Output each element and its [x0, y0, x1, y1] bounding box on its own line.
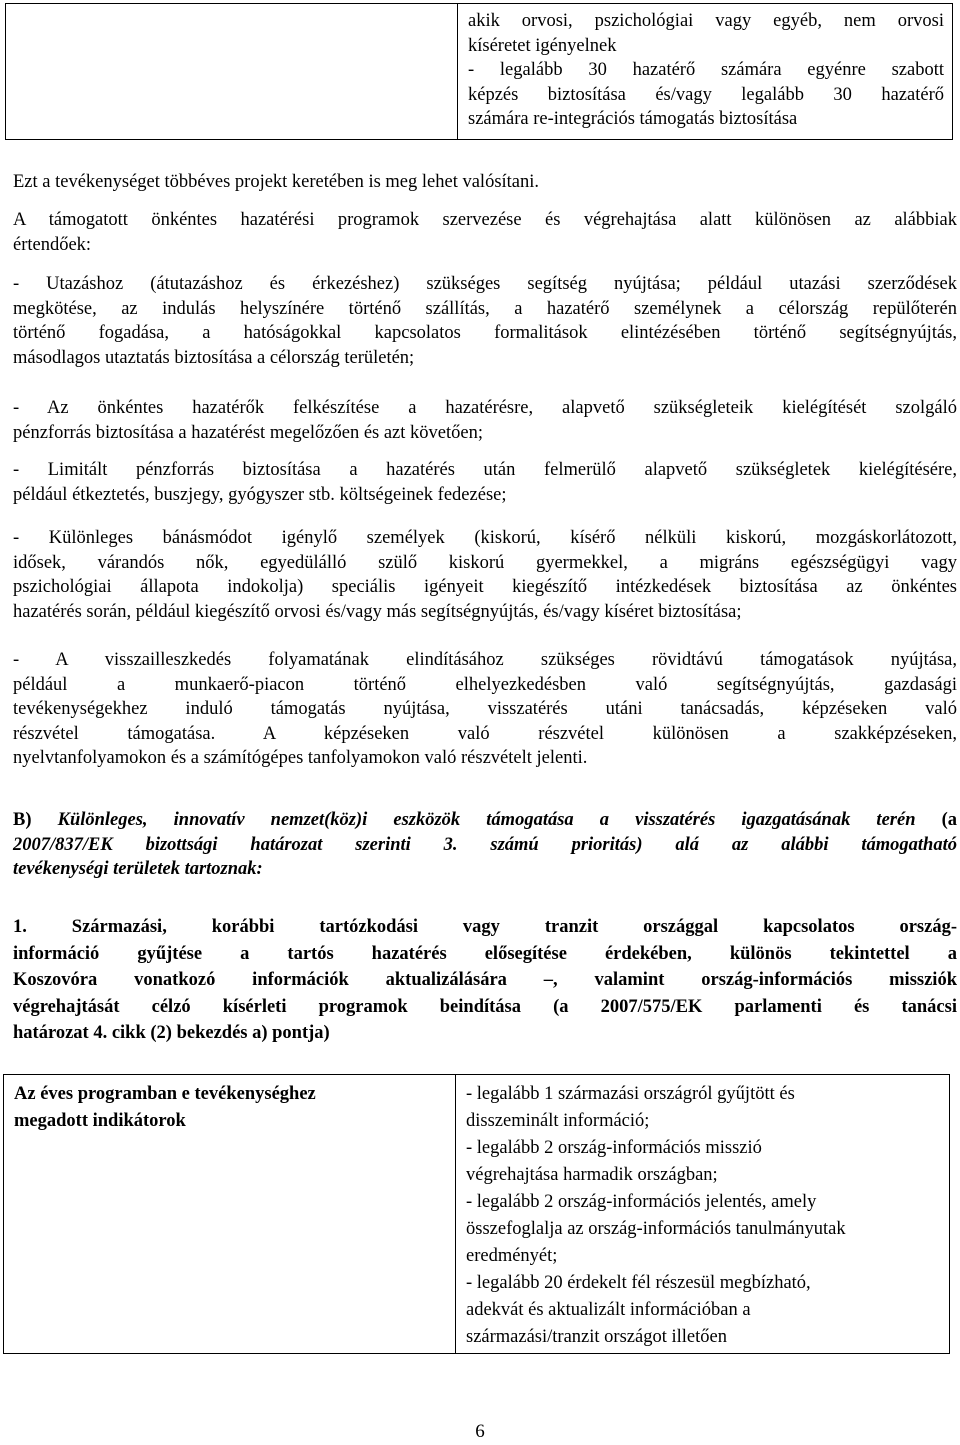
indicator-value-line: végrehajtása harmadik országban; — [466, 1165, 718, 1185]
paragraph-line: idősek, várandós nők, egyedülálló szülő kiskorú gyermekkel, a migráns egészségügyi vagy — [13, 552, 957, 573]
bullet-reintegration — [13, 648, 957, 771]
indicator-value-line: - legalább 2 ország-információs misszió — [466, 1138, 762, 1158]
multiyear-note: Ezt a tevékenységet többéves projekt keretében is meg lehet valósítani. — [13, 172, 540, 192]
paragraph-line: - Limitált pénzforrás biztosítása a hazatérés után felmerülő alapvető szükségletek kielégítésére, — [13, 460, 957, 480]
indicator-label-line: megadott indikátorok — [14, 1111, 186, 1131]
bullet-preparation — [13, 396, 957, 445]
paragraph-line: nyelvtanfolyamokon és a számítógépes tanfolyamokon való részvételt jelenti. — [13, 748, 588, 768]
table-divider — [455, 1075, 456, 1353]
paragraph-line: A támogatott önkéntes hazatérési programok szervezése és végrehajtása alatt különösen az alábbiak — [13, 210, 957, 230]
paragraph-line: határozat 4. cikk (2) bekezdés a) pontja) — [13, 1023, 330, 1043]
top-table-right-cell — [468, 9, 944, 132]
section-b-line-2: 2007/837/EK bizottsági határozat szerinti 3. számú prioritás) alá az alábbi támogatható — [13, 834, 957, 855]
bullet-travel-assistance — [13, 272, 957, 370]
indicator-value-line: - legalább 1 származási országról gyűjtött és — [466, 1084, 795, 1104]
indicator-table — [3, 1074, 950, 1354]
bullet-special-treatment — [13, 526, 957, 624]
paragraph-line: értendőek: — [13, 234, 92, 255]
paragraph-line: részvétel támogatása. A képzéseken való részvétel különösen a szakképzéseken, — [13, 723, 957, 744]
page-number: 6 — [475, 1421, 485, 1442]
bullet-limited-funds — [13, 458, 957, 507]
paragraph-line: - Az önkéntes hazatérők felkészítése a hazatérésre, alapvető szükségleteik kielégítését szolgáló — [13, 398, 957, 418]
paragraph-line: Koszovóra vonatkozó információk aktualizálására –, valamint ország-információs missziók — [13, 970, 957, 990]
paragraph-line: - Különleges bánásmódot igénylő személyek (kiskorú, kísérő nélküli kiskorú, mozgáskorlátozott, — [13, 528, 957, 548]
indicator-label-cell — [14, 1081, 434, 1135]
paragraph-line: 1. Származási, korábbi tartózkodási vagy tranzit országgal kapcsolatos ország- — [13, 917, 957, 937]
indicator-value-line: disszeminált információ; — [466, 1111, 650, 1131]
paragraph-line: például étkeztetés, buszjegy, gyógyszer stb. költségeinek fedezése; — [13, 484, 507, 505]
paragraph-line: végrehajtását célzó kísérleti programok beindítása (a 2007/575/EK parlamenti és tanácsi — [13, 996, 957, 1017]
indicator-value-line: összefoglalja az ország-információs tanulmányutak — [466, 1219, 846, 1239]
paragraph-line: hazatérés során, például kiegészítő orvosi és/vagy más segítségnyújtás, és/vagy kíséret biztosítása; — [13, 601, 742, 622]
point-1-heading — [13, 914, 957, 1047]
indicator-value-line: adekvát és aktualizált információban a — [466, 1300, 751, 1320]
table-cell-line: akik orvosi, pszichológiai vagy egyéb, nem orvosi — [468, 11, 944, 31]
paragraph-line: - Utazáshoz (átutazáshoz és érkezéshez) szükséges segítség nyújtása; például utazási szerződések — [13, 274, 957, 294]
section-b-line-3: tevékenységi területek tartoznak: — [13, 859, 263, 879]
paragraph-line: megkötése, az indulás helyszínére történő szállítás, a hazatérő személynek a célország repülőterén — [13, 298, 957, 319]
intro-paragraph — [13, 208, 957, 257]
paragraph-line: információ gyűjtése a tartós hazatérés elősegítése érdekében, különös tekintettel a — [13, 943, 957, 964]
indicator-value-line: eredményét; — [466, 1246, 558, 1266]
indicator-value-line: - legalább 20 érdekelt fél részesül megbízható, — [466, 1273, 811, 1293]
section-b-heading — [13, 808, 957, 882]
indicator-value-line: - legalább 2 ország-információs jelentés, amely — [466, 1192, 817, 1212]
indicator-label-line: Az éves programban e tevékenységhez — [14, 1084, 316, 1104]
paragraph-line: - A visszailleszkedés folyamatának elindításához szükséges rövidtávú támogatások nyújtása, — [13, 650, 957, 670]
table-divider — [457, 4, 458, 139]
table-cell-line: képzés biztosítása és/vagy legalább 30 hazatérő — [468, 84, 944, 105]
indicator-value-cell — [466, 1081, 936, 1351]
paragraph-line: például a munkaerő-piacon történő elhelyezkedésben való segítségnyújtás, gazdasági — [13, 674, 957, 695]
paragraph-line: tevékenységekhez induló támogatás nyújtása, visszatérés utáni tanácsadás, képzéseken való — [13, 699, 957, 719]
table-cell-line: kíséretet igényelnek — [468, 35, 617, 56]
section-b-line-1: B) Különleges, innovatív nemzet(köz)i eszközök támogatása a visszatérés igazgatásának terén (a — [13, 810, 958, 830]
table-cell-line: számára re-integrációs támogatás biztosítása — [468, 109, 798, 129]
table-cell-line: - legalább 30 hazatérő számára egyénre szabott — [468, 60, 944, 80]
top-table — [5, 3, 953, 140]
paragraph-line: történő fogadása, a hatóságokkal kapcsolatos formalitások elintézésében történő segítségnyújtás, — [13, 323, 957, 343]
paragraph-line: pénzforrás biztosítása a hazatérést megelőzően és azt követően; — [13, 422, 483, 443]
paragraph-line: másodlagos utaztatás biztosítása a célország területén; — [13, 347, 415, 368]
paragraph-line: pszichológiai állapota indokolja) speciális igényeit kiegészítő intézkedések biztosítása az önkéntes — [13, 577, 957, 597]
indicator-value-line: származási/tranzit országot illetően — [466, 1327, 727, 1347]
